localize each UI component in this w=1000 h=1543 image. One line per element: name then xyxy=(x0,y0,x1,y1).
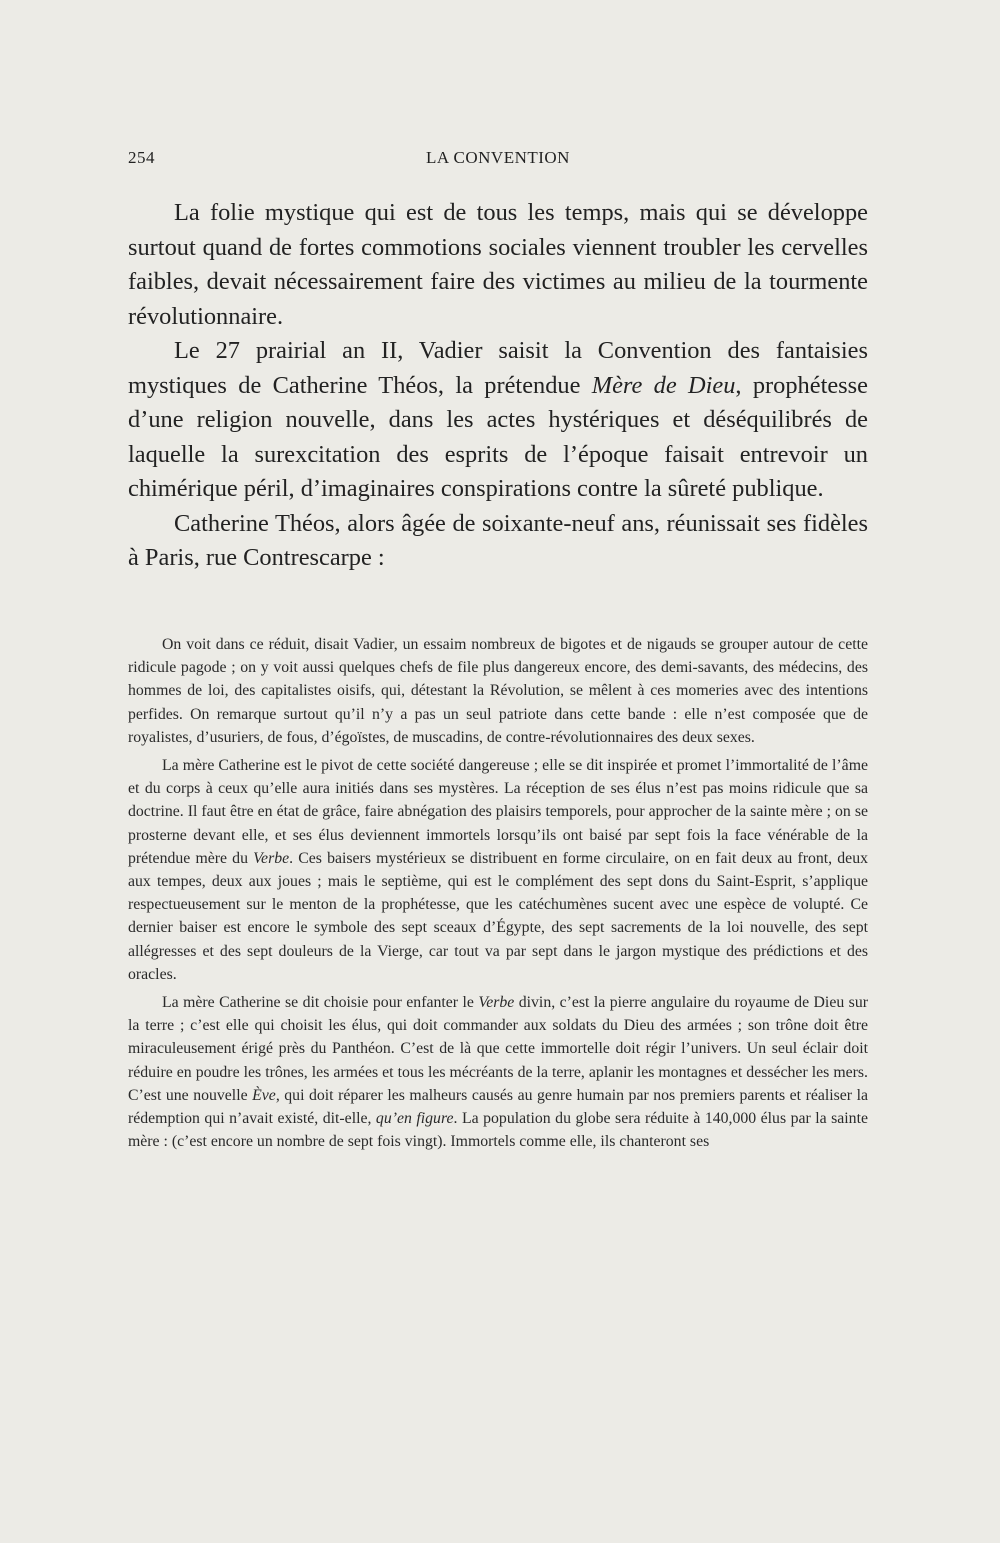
quoted-passage xyxy=(128,633,868,1153)
quote-paragraph xyxy=(128,633,868,749)
text-segment: divin, c’est la pierre angulaire du royaume de Dieu sur la terre ; c’est elle qui choisit les élus, qui doit commander aux soldats du Dieu des armées ; son trône doit être miraculeusement érigé près du Panthéon. C’est de là que cette immortelle doit régir l’univers. Un seul éclair doit réduire en poudre les trônes, les armées et tous les mécréants de la terre, aplanir les montagnes et dessécher les mers. C’est une nouvelle xyxy=(128,994,868,1104)
text-segment: La folie mystique qui est de tous les temps, mais qui se développe surtout quand de fortes commotions sociales viennent troubler les cervelles faibles, devait nécessairement faire des victimes au milieu de la tourmente révolutionnaire. xyxy=(128,199,868,330)
text-segment: La mère Catherine se dit choisie pour enfanter le xyxy=(162,994,479,1012)
text-segment: Le 27 prairial an II, Vadier saisit la Convention des fantaisies mystiques de Catherine Théos, la prétendue xyxy=(128,337,868,399)
running-head xyxy=(128,148,868,178)
running-title: LA CONVENTION xyxy=(426,148,570,167)
text-segment: . Ces baisers mystérieux se distribuent en forme circulaire, on en fait deux au front, deux aux tempes, deux aux joues ; mais le septième, qui est le complément des sept dons du Saint-Esprit, s’applique respectueusement sur le menton de la prophétesse, que les catéchumènes sucent avec une espèce de volupté. Ce dernier baiser est encore le symbole des sept sceaux d’Égypte, des sept sacrements de la loi nouvelle, des sept allégresses et des sept douleurs de la Vierge, car tout va par sept dans le jargon mystique des prédictions et des oracles. xyxy=(128,849,868,983)
text-segment: , qui doit réparer les malheurs causés au genre humain par nos premiers parents et réaliser la rédemption qui n’avait existé, dit-elle, xyxy=(128,1086,868,1128)
paragraph xyxy=(128,196,868,334)
text-segment: . La population du globe sera réduite à 140,000 élus par la sainte mère : (c’est encore un nombre de sept fois vingt). Immortels comme elle, ils chanteront ses xyxy=(128,1110,868,1151)
italic-text: Mère de Dieu xyxy=(591,371,736,399)
italic-text: Ève xyxy=(252,1086,276,1104)
text-segment: , prophétesse d’une religion nouvelle, dans les actes hystériques et déséquilibrés de laquelle la surexcitation des esprits de l’époque faisait entrevoir un chimérique péril, d’imaginaires conspirations contre la sûreté publique. xyxy=(128,371,868,502)
quote-paragraph xyxy=(128,754,868,986)
italic-text: Verbe xyxy=(478,994,515,1012)
main-text xyxy=(128,196,868,576)
text-segment: La mère Catherine est le pivot de cette société dangereuse ; elle se dit inspirée et promet l’immortalité de l’âme et du corps à ceux qu’elle aura initiés dans ses mystères. La réception de ses élus n’est pas moins ridicule que sa doctrine. Il faut être en état de grâce, faire abnégation des plaisirs temporels, pour approcher de la sainte mère ; on se prosterne devant elle, et ses élus deviennent immortels lorsqu’ils ont baisé par sept fois la face vénérable de la prétendue mère du xyxy=(128,757,868,867)
paragraph xyxy=(128,507,868,576)
italic-text: qu’en figure xyxy=(375,1110,454,1128)
page-number: 254 xyxy=(128,148,155,167)
text-segment: Catherine Théos, alors âgée de soixante-neuf ans, réunissait ses fidèles à Paris, rue Contrescarpe : xyxy=(128,509,868,571)
quote-paragraph xyxy=(128,991,868,1153)
paragraph xyxy=(128,334,868,507)
text-segment: On voit dans ce réduit, disait Vadier, un essaim nombreux de bigotes et de nigauds se grouper autour de cette ridicule pagode ; on y voit aussi quelques chefs de file plus dangereux encore, des demi-savants, des médecins, des hommes de loi, des capitalistes oisifs, qui, détestant la Révolution, se mêlent à ces momeries avec des intentions perfides. On remarque surtout qu’il n’y a pas un seul patriote dans cette bande : elle n’est composée que de royalistes, d’usuriers, de fous, d’égoïstes, de muscadins, de contre-révolutionnaires des deux sexes. xyxy=(128,636,868,746)
italic-text: Verbe xyxy=(253,849,290,867)
